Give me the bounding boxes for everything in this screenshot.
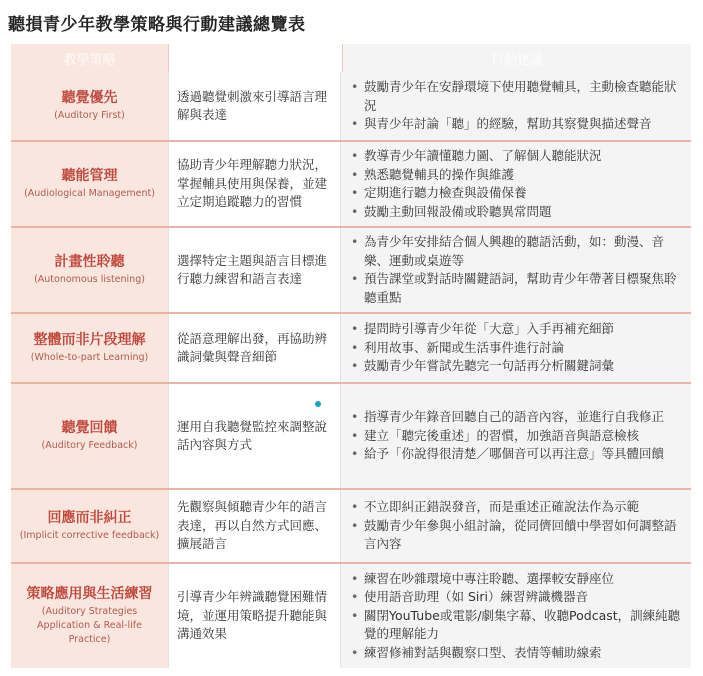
actions-cell xyxy=(341,564,691,668)
strategy-cell xyxy=(11,384,168,488)
action-item: • 鼓勵青少年嘗試先聽完一句話再分析關鍵詞彙 xyxy=(351,357,614,376)
strategy-english: (Auditory Strategies Application & Real-life Practice) xyxy=(37,606,142,645)
action-item: • 熟悉聽覺輔具的操作與維護 xyxy=(351,166,602,185)
table-row xyxy=(11,384,691,490)
strategy-name: 聽能管理 xyxy=(61,168,118,184)
action-item: • 使用語音助理（如 Siri）練習辨識機器音 xyxy=(351,588,683,607)
strategy-cell xyxy=(11,490,168,562)
action-item: • 教導青少年讀懂聽力圖、了解個人聽能狀況 xyxy=(351,147,602,166)
action-item: • 關閉YouTube或電影/劇集字幕、收聽Podcast，訓練純聽覺的理解能力 xyxy=(351,607,683,644)
table-row xyxy=(11,142,691,228)
table-header xyxy=(11,44,691,72)
strategy-english: (Whole-to-part Learning) xyxy=(30,352,149,363)
action-item: • 預告課堂或對話時關鍵語詞，幫助青少年帶著目標聚焦聆聽重點 xyxy=(351,270,683,307)
strategy-english: (Auditory Feedback) xyxy=(41,440,138,451)
actions-cell xyxy=(341,314,691,382)
strategy-english: (Implicit corrective feedback) xyxy=(19,530,160,541)
strategy-english: (Autonomous listening) xyxy=(34,274,145,285)
action-item: • 鼓勵青少年在安靜環境下使用聽覺輔具，主動檢查聽能狀況 xyxy=(351,78,683,115)
header-description: 說明 xyxy=(168,44,343,72)
strategy-name: 聽覺優先 xyxy=(61,90,118,106)
table-row xyxy=(11,490,691,564)
strategy-name: 計畫性聆聽 xyxy=(54,254,125,270)
action-item: • 練習修補對話與觀察口型、表情等輔助線索 xyxy=(351,644,683,663)
action-item: • 為青少年安排結合個人興趣的聽語活動，如：動漫、音樂、運動或桌遊等 xyxy=(351,233,683,270)
table-row xyxy=(11,228,691,314)
action-item: • 利用故事、新聞或生活事件進行討論 xyxy=(351,339,614,358)
description-cell: 從語意理解出發，再協助辨識詞彙與聲音細節 xyxy=(168,314,341,382)
strategy-english: (Auditory First) xyxy=(54,110,125,121)
action-item: • 給予「你說得很清楚／哪個音可以再注意」等具體回饋 xyxy=(351,445,664,464)
action-item: • 定期進行聽力檢查與設備保養 xyxy=(351,184,602,203)
actions-cell xyxy=(341,228,691,312)
actions-cell xyxy=(341,72,691,140)
action-item: • 建立「聽完後重述」的習慣，加強語音與語意檢核 xyxy=(351,427,664,446)
actions-cell xyxy=(341,384,691,488)
strategy-name: 整體而非片段理解 xyxy=(33,332,146,348)
strategy-name: 回應而非糾正 xyxy=(47,510,132,526)
header-strategy: 教學策略 xyxy=(11,44,168,72)
table-row xyxy=(11,72,691,142)
actions-cell xyxy=(341,490,691,562)
strategy-table xyxy=(11,44,691,668)
strategy-name: 策略應用與生活練習 xyxy=(26,586,153,602)
description-cell: 透過聽覺刺激來引導語言理解與表達 xyxy=(168,72,341,140)
description-cell: 運用自我聽覺監控來調整說話內容與方式 xyxy=(168,384,341,488)
strategy-name: 聽覺回饋 xyxy=(61,420,118,436)
action-item: • 指導青少年錄音回聽自己的語音內容，並進行自我修正 xyxy=(351,408,664,427)
actions-cell xyxy=(341,142,691,226)
header-actions: 行動建議 xyxy=(343,44,691,72)
action-item: • 不立即糾正錯誤發音，而是重述正確說法作為示範 xyxy=(351,498,683,517)
action-item: • 練習在吵雜環境中專注聆聽、選擇較安靜座位 xyxy=(351,570,683,589)
strategy-cell xyxy=(11,142,168,226)
page-title: 聽損青少年教學策略與行動建議總覽表 xyxy=(8,15,306,35)
action-item: • 鼓勵青少年參與小組討論，從同儕回饋中學習如何調整語言內容 xyxy=(351,517,683,554)
description-cell: 協助青少年理解聽力狀況，掌握輔具使用與保養，並建立定期追蹤聽力的習慣 xyxy=(168,142,341,226)
table-row xyxy=(11,314,691,384)
description-cell: 引導青少年辨識聽覺困難情境，並運用策略提升聽能與溝通效果 xyxy=(168,564,341,668)
strategy-cell xyxy=(11,72,168,140)
action-item: • 提問時引導青少年從「大意」入手再補充細節 xyxy=(351,320,614,339)
strategy-english: (Audiological Management) xyxy=(24,188,155,199)
strategy-cell xyxy=(11,564,168,668)
description-cell: 選擇特定主題與語言目標進行聽力練習和語言表達 xyxy=(168,228,341,312)
action-item: • 鼓勵主動回報設備或聆聽異常問題 xyxy=(351,203,602,222)
action-item: • 與青少年討論「聽」的經驗，幫助其察覺與描述聲音 xyxy=(351,115,683,134)
table-row xyxy=(11,564,691,668)
strategy-cell xyxy=(11,228,168,312)
description-cell: 先觀察與傾聽青少年的語言表達，再以自然方式回應、擴展語言 xyxy=(168,490,341,562)
marker-dot-icon xyxy=(315,401,321,407)
strategy-cell xyxy=(11,314,168,382)
